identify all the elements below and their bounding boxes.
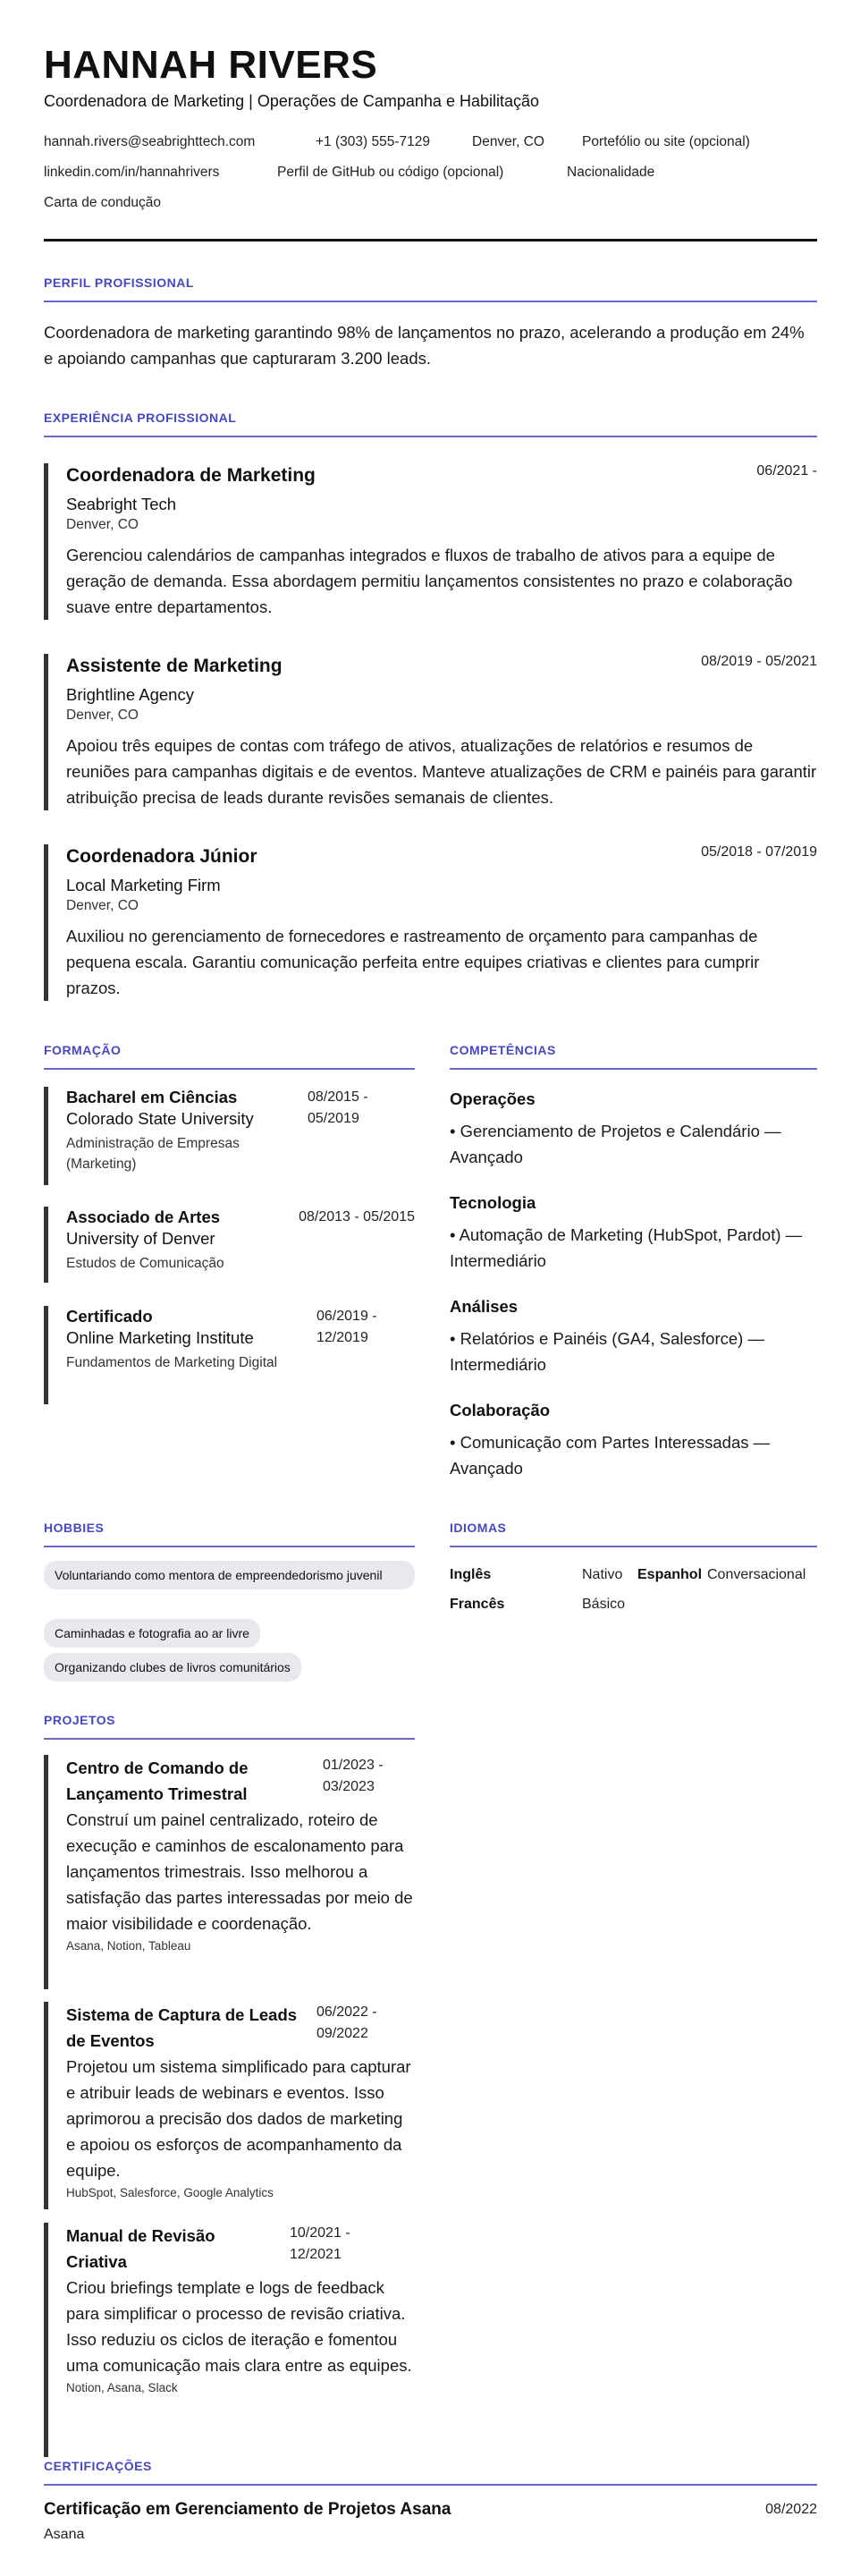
language-level: Básico <box>582 1597 626 1612</box>
summary-text: Coordenadora de marketing garantindo 98% de lançamentos no prazo, acelerando a produção em 24% e apoiando campanhas que capturaram 3.200 leads. <box>44 323 805 368</box>
project-date: 06/2022 - 09/2022 <box>316 2004 377 2041</box>
contact-github[interactable]: Perfil de GitHub ou código (opcional) <box>277 165 504 180</box>
language-name: Francês <box>450 1597 505 1612</box>
section-divider <box>44 2484 817 2486</box>
job-company: Seabright Tech <box>66 495 177 513</box>
project-title: Manual de Revisão Criativa <box>66 2226 215 2271</box>
header-divider <box>44 239 817 242</box>
candidate-name: HANNAH RIVERS <box>44 43 378 87</box>
skill-item: • Gerenciamento de Projetos e Calendário — Avançado <box>450 1122 781 1166</box>
education-degree: Certificado <box>66 1307 153 1326</box>
skill-item: • Automação de Marketing (HubSpot, Pardot) — Intermediário <box>450 1225 803 1270</box>
job-date: 06/2021 - <box>756 463 817 479</box>
education-school: Colorado State University <box>66 1109 254 1128</box>
section-divider <box>44 1546 415 1547</box>
hobby-chip: Caminhadas e fotografia ao ar livre <box>44 1619 260 1648</box>
education-degree: Bacharel em Ciências <box>66 1088 238 1106</box>
skill-category: Análises <box>450 1297 519 1316</box>
experience-entry <box>44 463 817 620</box>
education-field: Fundamentos de Marketing Digital <box>66 1355 278 1370</box>
job-date: 05/2018 - 07/2019 <box>701 844 817 860</box>
language-name: Espanhol <box>637 1567 703 1582</box>
job-company: Local Marketing Firm <box>66 876 221 894</box>
job-title: Assistente de Marketing <box>66 656 283 676</box>
section-title-experience: EXPERIÊNCIA PROFISSIONAL <box>44 411 237 425</box>
skill-category: Tecnologia <box>450 1193 536 1212</box>
experience-entry <box>44 654 817 810</box>
section-title-education: FORMAÇÃO <box>44 1043 122 1057</box>
project-date: 10/2021 - 12/2021 <box>290 2225 350 2262</box>
contact-license: Carta de condução <box>44 195 161 210</box>
project-description: Projetou um sistema simplificado para capturar e atribuir leads de webinars e eventos. Isso aprimorou a precisão dos dados de marketing e apoiou os esforços de acompanhamento da equipe. <box>66 2057 411 2180</box>
education-entry <box>44 1207 415 1283</box>
section-title-languages: IDIOMAS <box>450 1521 507 1535</box>
project-description: Construí um painel centralizado, roteiro de execução e caminhos de escalonamento para lançamentos trimestrais. Isso melhorou a satisfação das partes interessadas por meio de maior visibilidade e coordenação. <box>66 1810 413 1933</box>
contact-phone[interactable]: +1 (303) 555-7129 <box>316 134 430 149</box>
education-date: 08/2015 - 05/2019 <box>308 1089 368 1126</box>
education-school: Online Marketing Institute <box>66 1328 254 1347</box>
section-title-projects: PROJETOS <box>44 1713 115 1727</box>
education-date: 08/2013 - 05/2015 <box>299 1209 415 1224</box>
skill-item: • Comunicação com Partes Interessadas — Avançado <box>450 1433 771 1478</box>
project-entry <box>44 1755 415 1989</box>
job-date: 08/2019 - 05/2021 <box>701 654 817 669</box>
education-degree: Associado de Artes <box>66 1208 221 1226</box>
section-divider <box>44 436 817 437</box>
project-title: Centro de Comando de Lançamento Trimestral <box>66 1758 249 1803</box>
job-description: Apoiou três equipes de contas com tráfego de ativos, atualizações de relatórios e resumos de reuniões para campanhas digitais e de eventos. Manteve atualizações de CRM e painéis para garantir atribuição precisa de leads durante revisões semanais de clientes. <box>66 736 817 807</box>
education-date: 06/2019 - 12/2019 <box>316 1309 377 1345</box>
project-description: Criou briefings template e logs de feedback para simplificar o processo de revisão criativa. Isso reduziu os ciclos de iteração e fomentou uma comunicação mais clara entre as equipes. <box>66 2278 412 2375</box>
section-title-certifications: CERTIFICAÇÕES <box>44 2459 152 2473</box>
contact-linkedin[interactable]: linkedin.com/in/hannahrivers <box>44 165 220 180</box>
job-description: Auxiliou no gerenciamento de fornecedores e rastreamento de orçamento para campanhas de pequena escala. Garantiu comunicação perfeita entre equipes criativas e clientes para cumprir prazos. <box>66 927 760 997</box>
section-divider <box>44 1068 415 1070</box>
project-tech: HubSpot, Salesforce, Google Analytics <box>66 2186 274 2199</box>
experience-entry <box>44 844 817 1001</box>
project-tech: Notion, Asana, Slack <box>66 2381 178 2394</box>
section-title-hobbies: HOBBIES <box>44 1521 105 1535</box>
hobby-chip: Organizando clubes de livros comunitários <box>44 1653 301 1682</box>
job-title: Coordenadora Júnior <box>66 846 257 867</box>
certification-org: Asana <box>44 2527 85 2542</box>
contact-location: Denver, CO <box>472 134 544 149</box>
job-description: Gerenciou calendários de campanhas integrados e fluxos de trabalho de ativos para a equipe de geração de demanda. Essa abordagem permitiu lançamentos consistentes no prazo e colaboração suave entre departamentos. <box>66 546 793 616</box>
contact-portfolio[interactable]: Portefólio ou site (opcional) <box>582 134 750 149</box>
project-tech: Asana, Notion, Tableau <box>66 1939 191 1953</box>
certification-name: Certificação em Gerenciamento de Projetos Asana <box>44 2500 451 2519</box>
certification-date: 08/2022 <box>765 2502 817 2517</box>
education-entry <box>44 1306 415 1404</box>
project-entry <box>44 2002 415 2209</box>
section-title-summary: PERFIL PROFISSIONAL <box>44 275 194 290</box>
candidate-headline: Coordenadora de Marketing | Operações de Campanha e Habilitação <box>44 92 540 110</box>
project-date: 01/2023 - 03/2023 <box>323 1758 384 1794</box>
section-divider <box>450 1546 817 1547</box>
skill-item: • Relatórios e Painéis (GA4, Salesforce) — Intermediário <box>450 1329 764 1374</box>
skill-category: Operações <box>450 1089 536 1108</box>
job-company: Brightline Agency <box>66 685 194 704</box>
language-level: Conversacional <box>707 1567 806 1582</box>
contact-nationality: Nacionalidade <box>567 165 655 180</box>
job-title: Coordenadora de Marketing <box>66 465 316 486</box>
hobby-chip: Voluntariando como mentora de empreendedorismo juvenil <box>44 1561 415 1589</box>
education-school: University of Denver <box>66 1229 215 1248</box>
project-title: Sistema de Captura de Leads de Eventos <box>66 2005 298 2050</box>
job-location: Denver, CO <box>66 898 139 913</box>
language-level: Nativo <box>582 1567 623 1582</box>
job-location: Denver, CO <box>66 517 139 532</box>
language-name: Inglês <box>450 1567 492 1582</box>
section-divider <box>450 1068 817 1070</box>
project-entry <box>44 2223 415 2457</box>
section-title-skills: COMPETÊNCIAS <box>450 1043 556 1057</box>
contact-email[interactable]: hannah.rivers@seabrighttech.com <box>44 134 256 149</box>
education-field: Administração de Empresas (Marketing) <box>66 1136 240 1172</box>
education-field: Estudos de Comunicação <box>66 1256 224 1271</box>
education-entry <box>44 1087 415 1185</box>
skill-category: Colaboração <box>450 1401 551 1419</box>
section-divider <box>44 1738 415 1740</box>
job-location: Denver, CO <box>66 708 139 723</box>
section-divider <box>44 301 817 302</box>
